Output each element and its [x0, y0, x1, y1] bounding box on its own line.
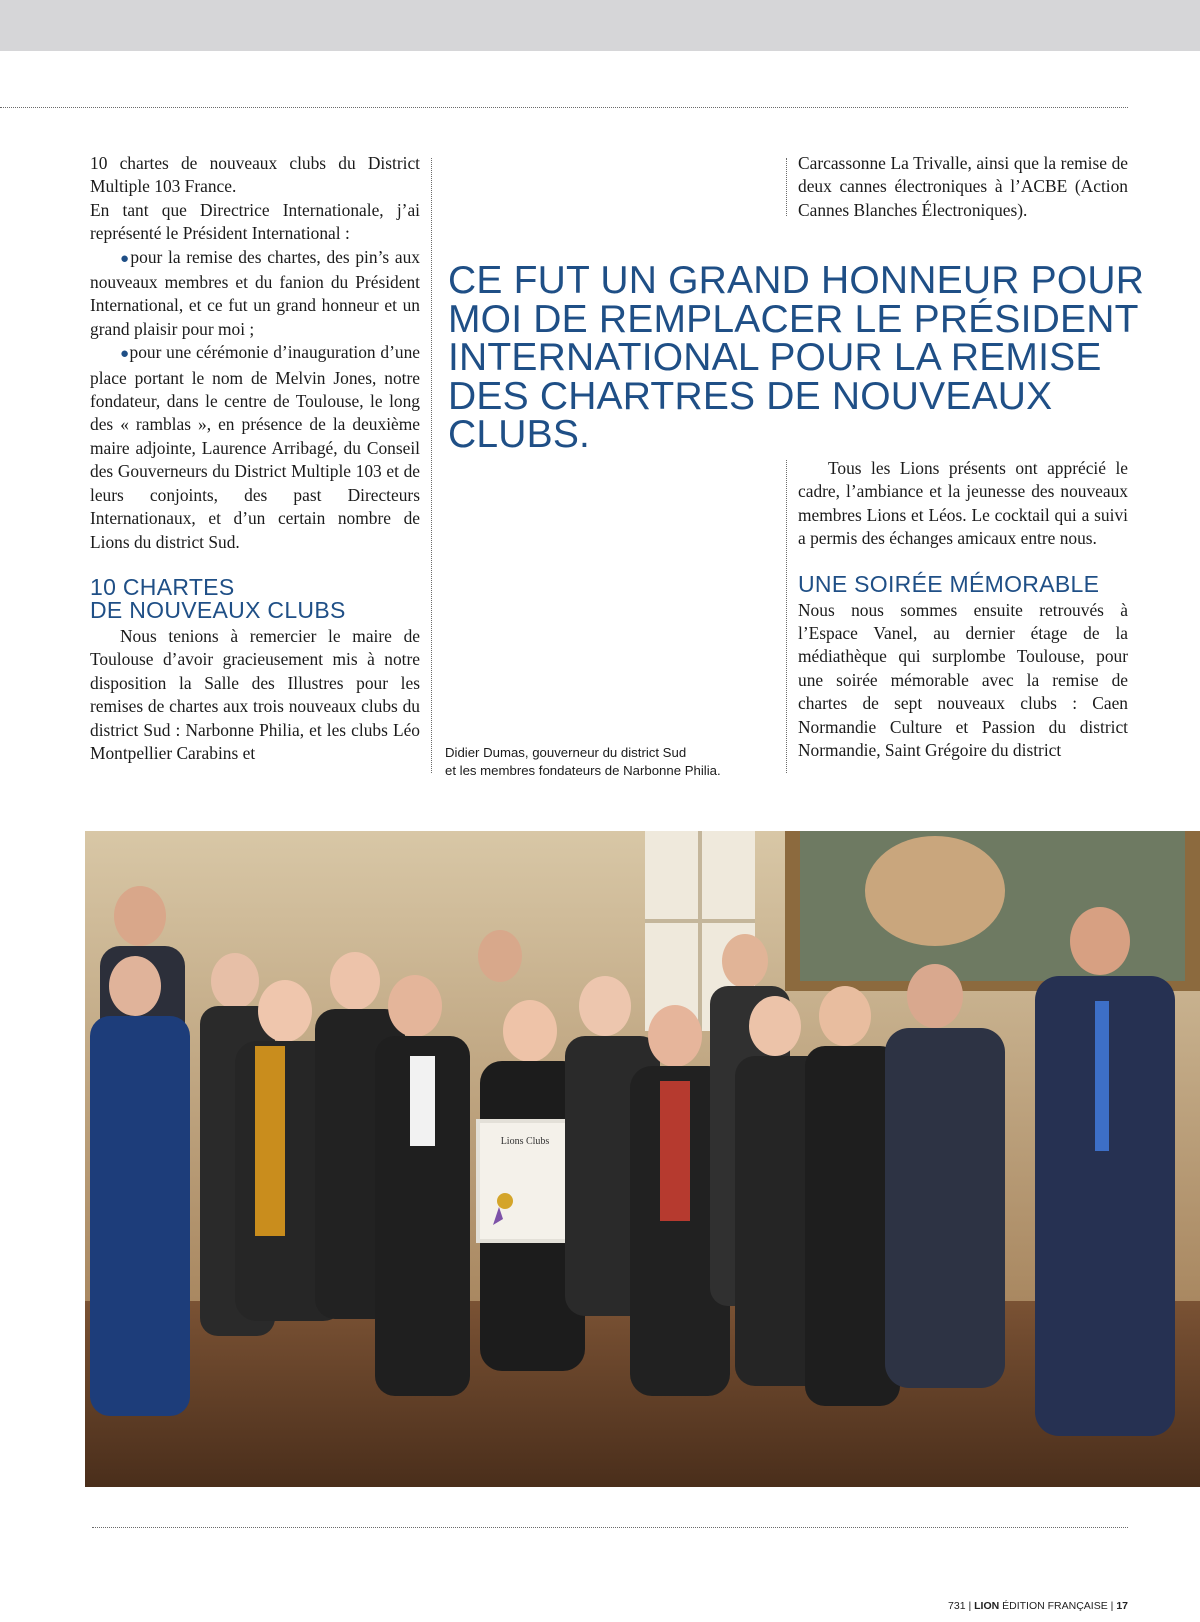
caption-line-1: Didier Dumas, gouverneur du district Sud: [445, 745, 687, 760]
left-paragraph-1: 10 chartes de nouveaux clubs du District Multiple 103 France.: [90, 153, 420, 197]
bullet-item-1: [90, 246, 420, 342]
bullet-dot-icon: ●: [120, 346, 130, 363]
group-photo: [85, 831, 1200, 1487]
pull-quote-line-2: MOI DE REMPLACER LE PRÉSIDENT: [448, 297, 1139, 341]
left-column-divider: [431, 158, 432, 773]
right-paragraph-2: Tous les Lions présents ont apprécié le cadre, l’ambiance et la jeunesse des nouveaux membres Lions et Léos. Le cocktail qui a suivi a permis des échanges amicaux entre nous.: [798, 458, 1128, 549]
right-column-top: [798, 152, 1128, 222]
bullet-text-1: pour la remise des chartes, des pin’s aux nouveaux membres et du fanion du Président International, et ce fut un grand honneur et un grand plaisir pour moi ;: [90, 246, 420, 339]
bullet-dot-icon: ●: [120, 250, 131, 267]
top-dotted-rule: [0, 107, 1128, 108]
subhead-soiree-memorable: UNE SOIRÉE MÉMORABLE: [798, 570, 1100, 597]
group-photo-illustration: [85, 831, 1200, 1487]
right-paragraph-1: Carcassonne La Trivalle, ainsi que la remise de deux cannes électroniques à l’ACBE (Action Cannes Blanches Électroniques).: [798, 153, 1128, 220]
subhead-10-chartes: [90, 573, 420, 623]
page-footer: 731 | LION ÉDITION FRANÇAISE | 17: [948, 1600, 1128, 1612]
footer-brand: LION: [974, 1600, 1000, 1612]
bullet-text-2: pour une cérémonie d’inauguration d’une place portant le nom de Melvin Jones, notre fondateur, dans le centre de Toulouse, le long des « ramblas », en présence de la deuxième maire adjointe, Laurence Arribagé, du Conseil des Gouverneurs du District Multiple 103 et de leurs conjoints, des past Directeurs Internationaux, et d’un certain nombre de Lions du district Sud.: [90, 342, 420, 552]
top-bar: [0, 0, 1200, 51]
left-paragraph-2: En tant que Directrice Internationale, j’ai représenté le Président International :: [90, 199, 420, 244]
caption-line-2: et les membres fondateurs de Narbonne Philia.: [445, 763, 721, 778]
right-bottom-divider: [786, 460, 787, 773]
pull-quote: [448, 259, 1148, 456]
photo-caption: [445, 744, 765, 780]
subhead-line-1: 10 CHARTES: [90, 573, 235, 600]
footer-page-number: 17: [1116, 1600, 1128, 1612]
footer-edition: ÉDITION FRANÇAISE: [1002, 1600, 1108, 1612]
pull-quote-line-3: INTERNATIONAL POUR LA REMISE: [448, 336, 1102, 379]
subhead-line-2: DE NOUVEAUX CLUBS: [90, 596, 346, 623]
bottom-dotted-rule: [92, 1527, 1128, 1528]
left-column: [90, 152, 420, 765]
bullet-item-2: [90, 341, 420, 554]
right-top-divider: [786, 158, 787, 216]
footer-issue: 731: [948, 1600, 966, 1612]
right-column-bottom: [798, 457, 1128, 762]
pull-quote-line-1: CE FUT UN GRAND HONNEUR POUR: [448, 259, 1145, 302]
left-paragraph-3: Nous tenions à remercier le maire de Toulouse d’avoir gracieusement mis à notre disposition la Salle des Illustres pour les remises de chartes aux trois nouveaux clubs du district Sud : Narbonne Philia, et les clubs Léo Montpellier Carabins et: [90, 625, 420, 763]
certificate-title: Lions Clubs: [500, 1136, 550, 1147]
right-paragraph-3: Nous nous sommes ensuite retrouvés à l’Espace Vanel, au dernier étage de la médiathèque qui surplombe Toulouse, pour une soirée mémorable avec la remise de chartes de sept nouveaux clubs : Caen Normandie Culture et Passion du district Normandie, Saint Grégoire du district: [798, 599, 1128, 761]
pull-quote-line-4: DES CHARTRES DE NOUVEAUX CLUBS.: [448, 374, 1053, 456]
